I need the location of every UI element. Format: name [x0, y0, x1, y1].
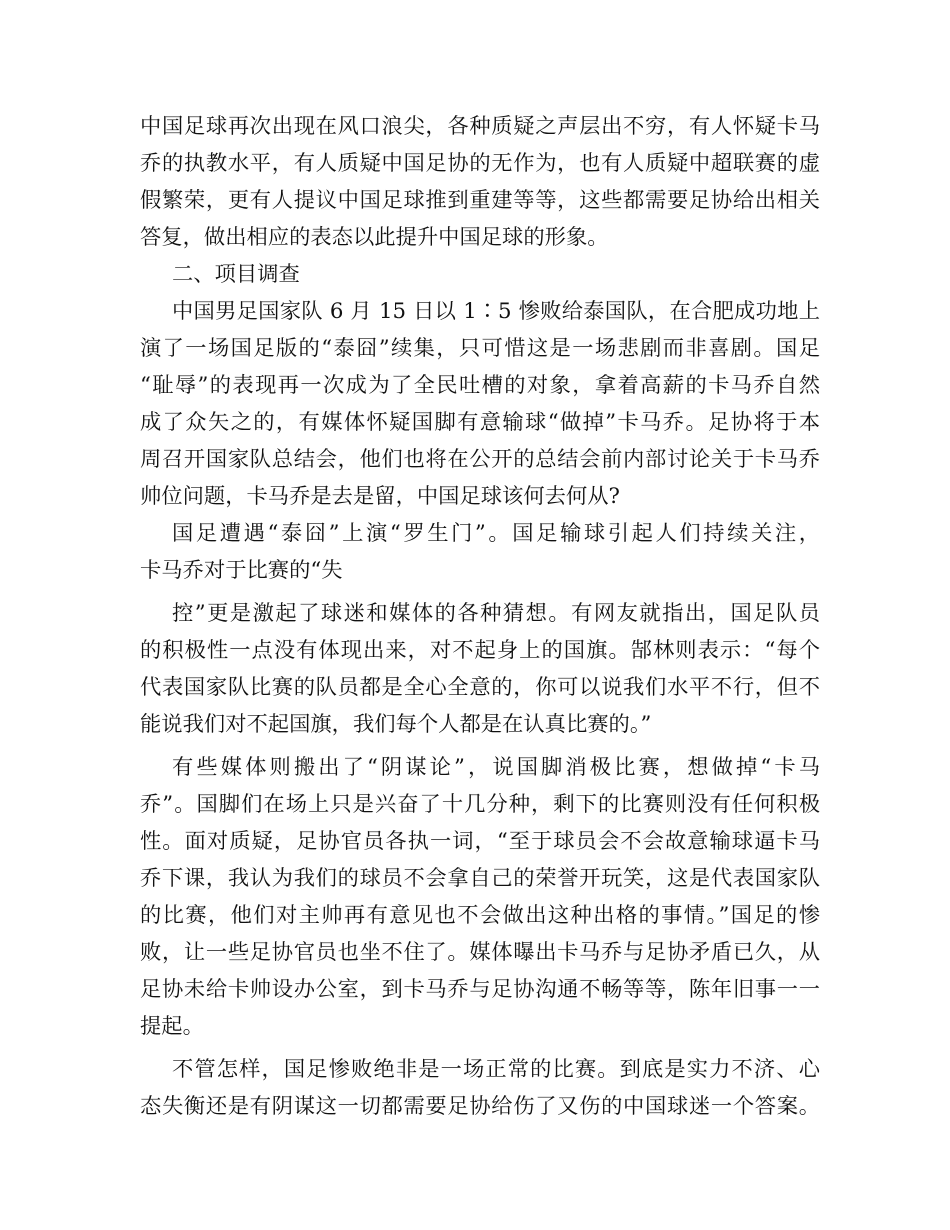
text-line: 的比赛，他们对主帅再有意见也不会做出这种出格的事情。”国足的惨	[140, 903, 820, 928]
text-line: 有些媒体则搬出了“阴谋论”，说国脚消极比赛，想做掉“卡马	[172, 755, 820, 780]
text-line: 能说我们对不起国旗，我们每个人都是在认真比赛的。”	[140, 712, 652, 737]
text-line: 卡马乔对于比赛的“失	[140, 558, 343, 583]
text-line: 不管怎样，国足惨败绝非是一场正常的比赛。到底是实力不济、心	[172, 1057, 820, 1082]
text-line: 控”更是激起了球迷和媒体的各种猜想。有网友就指出，国足队员	[172, 601, 820, 626]
text-line: 足协未给卡帅设办公室，到卡马乔与足协沟通不畅等等，陈年旧事一一	[140, 977, 820, 1002]
section-heading: 二、项目调查	[172, 262, 300, 287]
text-line: 代表国家队比赛的队员都是全心全意的，你可以说我们水平不行，但不	[140, 675, 820, 700]
text-line: 答复，做出相应的表态以此提升中国足球的形象。	[140, 225, 609, 250]
text-line: 假繁荣，更有人提议中国足球推到重建等等，这些都需要足协给出相关	[140, 188, 820, 213]
text-line: 周召开国家队总结会，他们也将在公开的总结会前内部讨论关于卡马乔	[140, 447, 820, 472]
text-line: 国足遭遇“泰囧”上演“罗生门”。国足输球引起人们持续关注，	[172, 521, 820, 546]
text-line: 态失衡还是有阴谋这一切都需要足协给伤了又伤的中国球迷一个答案。	[140, 1094, 820, 1119]
text-line: 帅位问题，卡马乔是去是留，中国足球该何去何从?	[140, 484, 620, 509]
text-line: 提起。	[140, 1014, 204, 1039]
text-line: 性。面对质疑，足协官员各执一词，“至于球员会不会故意输球逼卡马	[140, 829, 820, 854]
text-line: 乔的执教水平，有人质疑中国足协的无作为，也有人质疑中超联赛的虚	[140, 151, 820, 176]
text-line: 中国男足国家队 6 月 15 日以 1∶5 惨败给泰国队，在合肥成功地上	[172, 299, 820, 324]
text-line: 成了众矢之的，有媒体怀疑国脚有意输球“做掉”卡马乔。足协将于本	[140, 410, 820, 435]
body-text	[140, 108, 820, 1125]
text-line: “耻辱”的表现再一次成为了全民吐槽的对象，拿着高薪的卡马乔自然	[140, 373, 820, 398]
text-line: 演了一场国足版的“泰囧”续集，只可惜这是一场悲剧而非喜剧。国足	[140, 336, 820, 361]
text-line: 乔”。国脚们在场上只是兴奋了十几分种，剩下的比赛则没有任何积极	[140, 792, 820, 817]
text-line: 败，让一些足协官员也坐不住了。媒体曝出卡马乔与足协矛盾已久，从	[140, 940, 820, 965]
text-line: 的积极性一点没有体现出来，对不起身上的国旗。郜林则表示：“每个	[140, 638, 820, 663]
text-line: 中国足球再次出现在风口浪尖，各种质疑之声层出不穷，有人怀疑卡马	[140, 114, 820, 139]
text-line: 乔下课，我认为我们的球员不会拿自己的荣誉开玩笑，这是代表国家队	[140, 866, 820, 891]
